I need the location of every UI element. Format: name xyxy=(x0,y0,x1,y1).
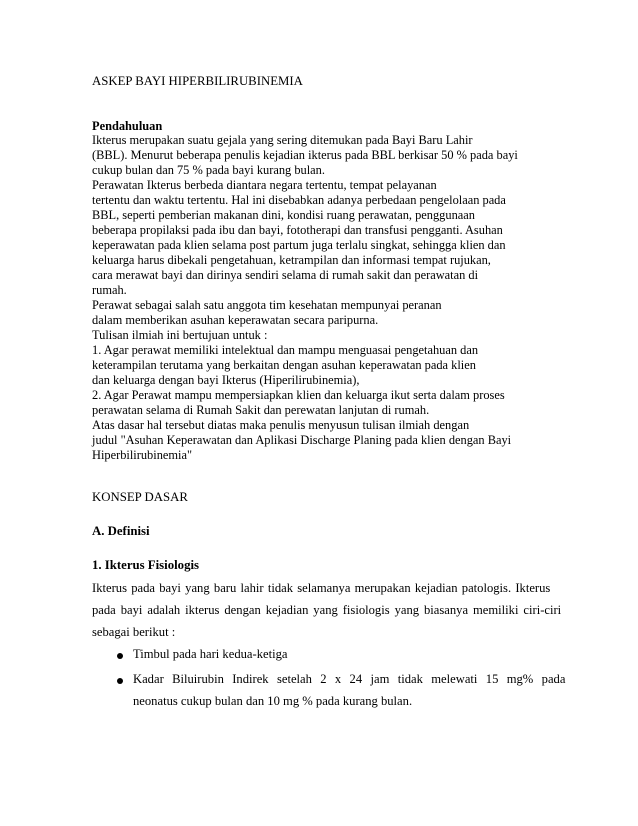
intro-line: Perawatan Ikterus berbeda diantara negara tertentu, tempat pelayanan xyxy=(92,178,437,192)
bullet-icon xyxy=(117,653,123,659)
document-title: ASKEP BAYI HIPERBILIRUBINEMIA xyxy=(92,74,303,88)
intro-line: Hiperbilirubinemia" xyxy=(92,448,193,462)
intro-line: Atas dasar hal tersebut diatas maka penulis menyusun tulisan ilmiah dengan xyxy=(92,418,470,432)
intro-line: dan keluarga dengan bayi Ikterus (Hiperilirubinemia), xyxy=(92,373,360,387)
intro-line: (BBL). Menurut beberapa penulis kejadian ikterus pada BBL berkisar 50 % pada bayi xyxy=(92,148,518,162)
intro-heading: Pendahuluan xyxy=(92,119,163,133)
subsubsection-heading: 1. Ikterus Fisiologis xyxy=(92,558,200,572)
intro-line: Perawat sebagai salah satu anggota tim kesehatan mempunyai peranan xyxy=(92,298,442,312)
intro-line: judul "Asuhan Keperawatan dan Aplikasi Discharge Planing pada klien dengan Bayi xyxy=(92,433,512,447)
intro-line: dalam memberikan asuhan keperawatan secara paripurna. xyxy=(92,313,379,327)
list-item-continuation: neonatus cukup bulan dan 10 mg % pada kurang bulan. xyxy=(133,694,413,708)
paragraph-line: pada bayi adalah ikterus dengan kejadian yang fisiologis yang biasanya memiliki ciri-ciri xyxy=(92,603,562,617)
paragraph-line: Ikterus pada bayi yang baru lahir tidak selamanya merupakan kejadian patologis. Ikterus xyxy=(92,581,551,595)
intro-line: cukup bulan dan 75 % pada bayi kurang bulan. xyxy=(92,163,325,177)
intro-line: rumah. xyxy=(92,283,127,297)
intro-line: keperawatan pada klien selama post partum juga terlalu singkat, sehingga klien dan xyxy=(92,238,506,252)
section-heading: KONSEP DASAR xyxy=(92,490,188,504)
intro-line: cara merawat bayi dan dirinya sendiri selama di rumah sakit dan perawatan di xyxy=(92,268,479,282)
intro-line: Tulisan ilmiah ini bertujuan untuk : xyxy=(92,328,268,342)
subsection-heading: A. Definisi xyxy=(92,524,150,538)
intro-line: keterampilan terutama yang berkaitan dengan asuhan keperawatan pada klien xyxy=(92,358,476,372)
intro-line: 2. Agar Perawat mampu mempersiapkan klien dan keluarga ikut serta dalam proses xyxy=(92,388,505,402)
list-item: Kadar Biluirubin Indirek setelah 2 x 24 jam tidak melewati 15 mg% pada xyxy=(133,672,566,686)
intro-line: BBL, seperti pemberian makanan dini, kondisi ruang perawatan, penggunaan xyxy=(92,208,475,222)
intro-line: 1. Agar perawat memiliki intelektual dan mampu menguasai pengetahuan dan xyxy=(92,343,479,357)
list-item: Timbul pada hari kedua-ketiga xyxy=(133,647,288,661)
intro-line: beberapa propilaksi pada ibu dan bayi, fototherapi dan transfusi pengganti. Asuhan xyxy=(92,223,503,237)
intro-line: keluarga harus dibekali pengetahuan, ketrampilan dan informasi tempat rujukan, xyxy=(92,253,491,267)
intro-line: perawatan selama di Rumah Sakit dan perewatan lanjutan di rumah. xyxy=(92,403,430,417)
paragraph-line: sebagai berikut : xyxy=(92,625,176,639)
intro-line: tertentu dan waktu tertentu. Hal ini disebabkan adanya perbedaan pengelolaan pada xyxy=(92,193,506,207)
intro-line: Ikterus merupakan suatu gejala yang sering ditemukan pada Bayi Baru Lahir xyxy=(92,133,473,147)
bullet-icon xyxy=(117,678,123,684)
